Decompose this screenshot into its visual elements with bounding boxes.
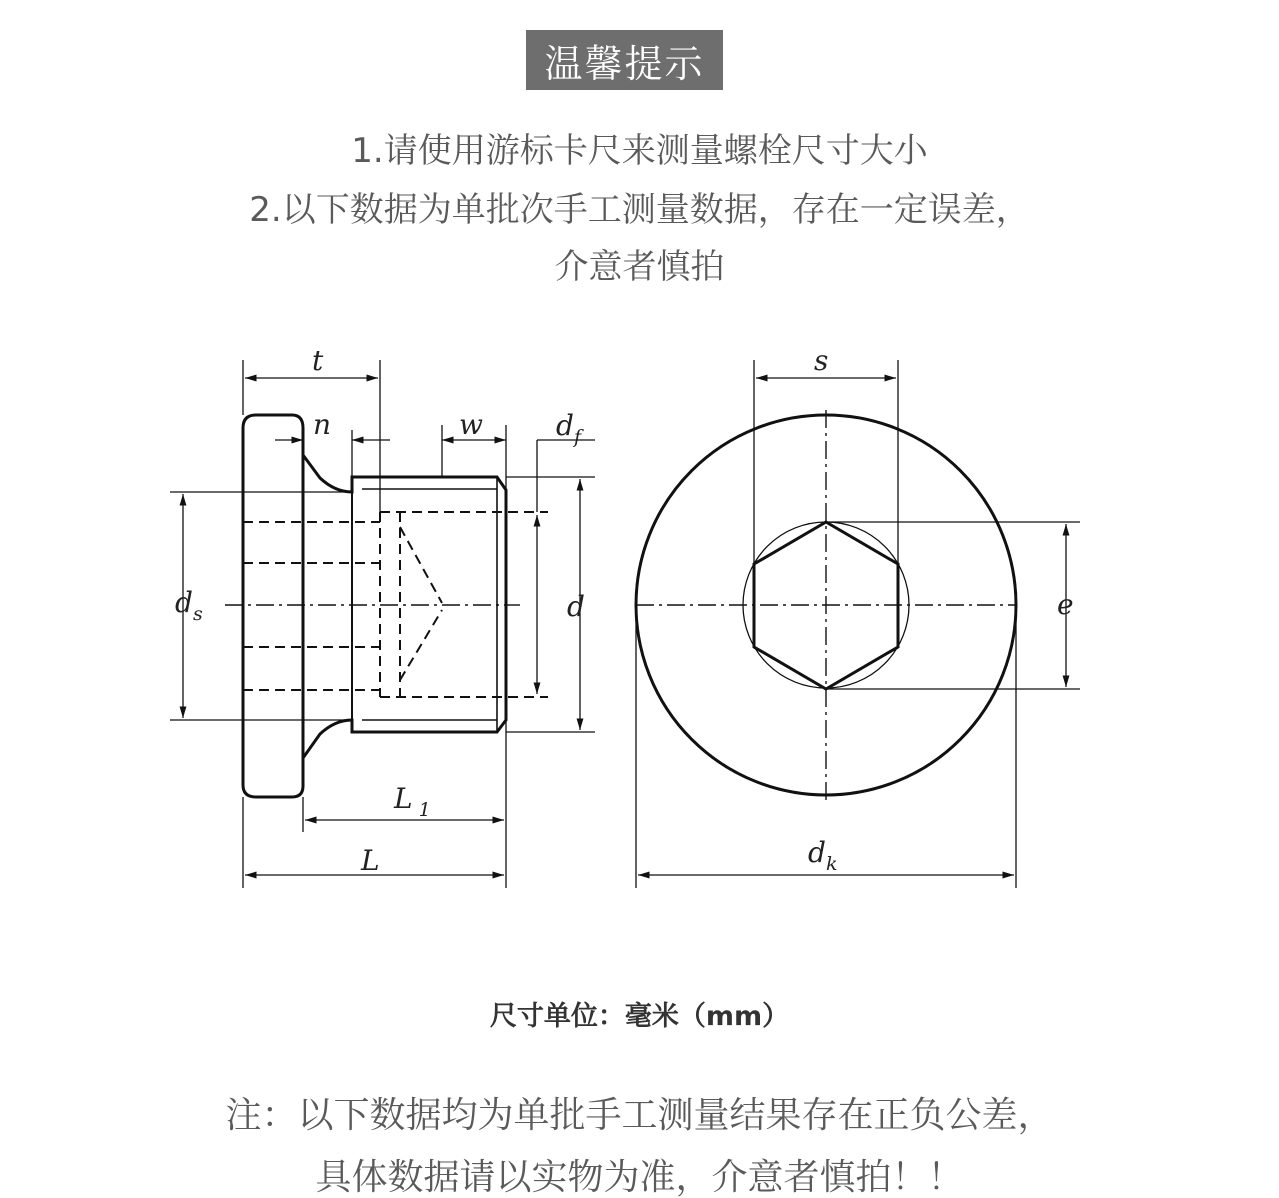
notice-line-1: 1.请使用游标卡尺来测量螺栓尺寸大小 xyxy=(351,131,928,171)
dim-label-w: w xyxy=(459,408,483,441)
dim-label-e: e xyxy=(1057,588,1074,621)
notice-line-2: 2.以下数据为单批次手工测量数据，存在一定误差， xyxy=(249,190,1030,230)
plug-neck-upper xyxy=(303,455,362,492)
page-title: 温馨提示 xyxy=(526,30,723,90)
dim-label-n: n xyxy=(313,408,332,441)
note-line-2: 具体数据请以实物为准，介意者慎拍！！ xyxy=(315,1157,964,1198)
note-line-1: 注：以下数据均为单批手工测量结果存在正负公差， xyxy=(225,1095,1054,1136)
front-view xyxy=(636,360,1080,888)
dim-label-dk: $d_k$ xyxy=(808,836,838,875)
dim-label-d: d xyxy=(567,590,585,623)
dim-label-df: $d_f$ xyxy=(556,409,581,448)
dim-label-ds: $d_s$ xyxy=(175,586,203,625)
plug-head-outline xyxy=(243,415,303,797)
dim-label-s: s xyxy=(814,344,829,377)
dim-label-l: L xyxy=(361,844,380,877)
notice-line-3: 介意者慎拍 xyxy=(554,247,725,287)
dim-label-t: t xyxy=(312,344,324,377)
plug-neck-lower xyxy=(303,720,362,758)
side-view xyxy=(170,360,595,888)
plug-technical-drawing xyxy=(0,320,1279,900)
dim-label-l1: L $_1$ xyxy=(394,782,431,821)
unit-caption: 尺寸单位：毫米（mm） xyxy=(489,1001,790,1032)
